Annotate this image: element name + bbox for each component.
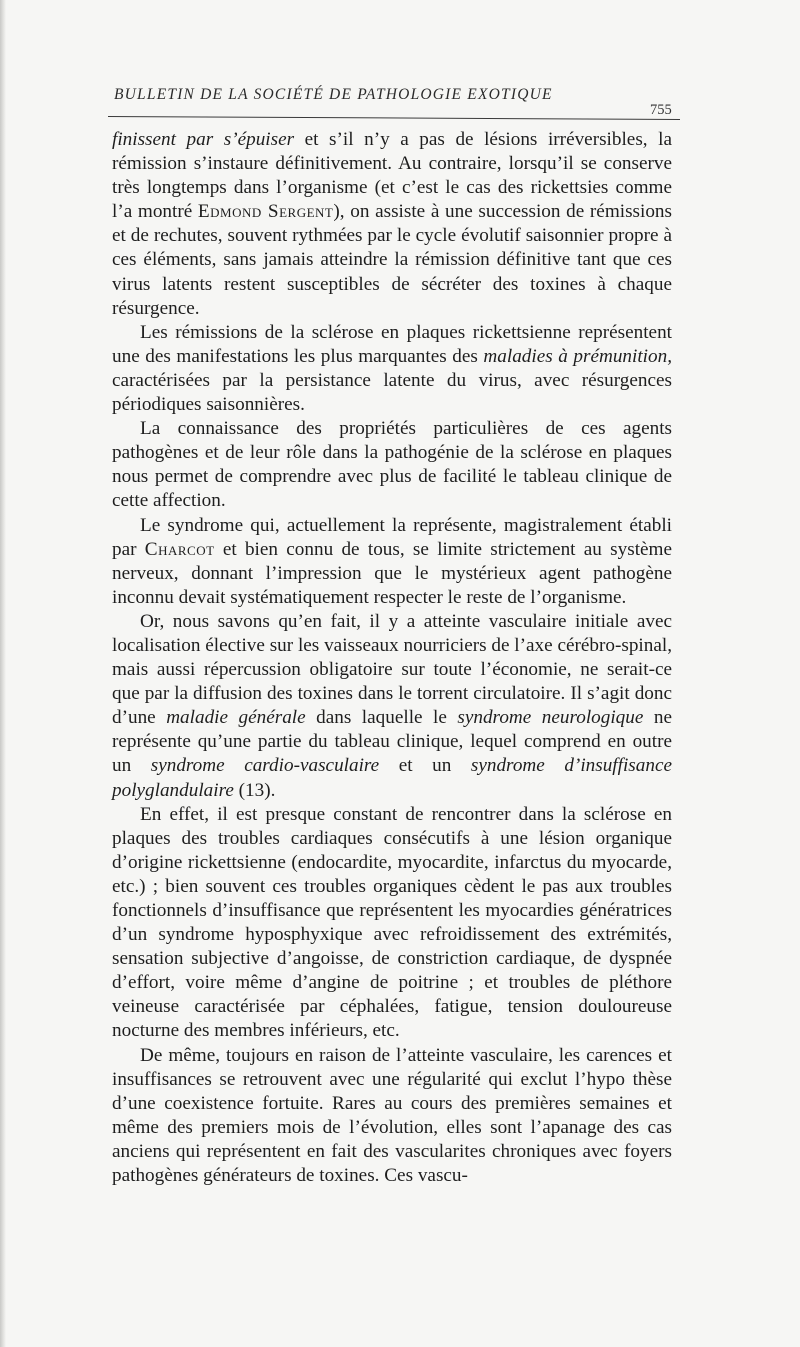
text-run: Les rémissions de la sclérose en plaques rickettsienne représentent une des manifestations les plus marquantes des <box>112 321 672 367</box>
body-text <box>112 128 672 1188</box>
text-run: En effet, il est presque constant de rencontrer dans la sclérose en plaques des troubles cardiaques consécutifs à une lésion organique d’origine rickettsienne (endocardite, myocardite, infarctus du myocarde, etc.) ; bien souvent ces troubles organiques cèdent le pas aux troubles fonctionnels d’insuffisance que représentent les myocardies génératrices d’un syndrome hyposphyxique avec refroidissement des extrémités, sensation subjective d’angoisse, de constriction cardiaque, de dyspnée d’effort, voire même d’angine de poitrine ; et troubles de pléthore veineuse caractérisée par céphalées, fatigue, tension douloureuse nocturne des membres inférieurs, etc. <box>112 803 672 1042</box>
italic-text: syndrome d’insuffisance polyglandulaire <box>112 755 672 801</box>
text-run: caractérisées par la persistance latente du virus, avec résurgences périodiques saisonnières. <box>112 369 672 416</box>
text-run: et s’il n’y a pas de lésions irréversibles, la rémission s’instaure définitivement. Au contraire, lorsqu’il se conserve très longtemps dans l’organisme (et c’est le cas des rickettsies comme l’a montré <box>112 129 672 223</box>
header-rule <box>108 116 680 120</box>
italic-text: maladie générale <box>166 707 306 729</box>
text-run: (13). <box>233 779 276 801</box>
paragraph-6 <box>112 803 672 1044</box>
text-run: Le syndrome qui, actuellement la représente, magistralement établi par <box>112 514 672 560</box>
paragraph-5 <box>112 610 672 803</box>
running-title: BULLETIN DE LA SOCIÉTÉ DE PATHOLOGIE EXOTIQUE <box>114 86 553 103</box>
italic-text: syndrome cardio-vasculaire <box>150 755 380 777</box>
text-run: et bien connu de tous, se limite strictement au système nerveux, donnant l’impression que le mystérieux agent pathogène inconnu devait systématiquement respecter le reste de l’organisme. <box>112 538 673 608</box>
author-name: Edmond Sergent <box>197 201 334 223</box>
text-run: De même, toujours en raison de l’atteinte vasculaire, les carences et insuffisances se retrouvent avec une régularité qui exclut l’hypo thèse d’une coexistence fortuite. Rares au cours des premières semaines et même des premiers mois de l’évolution, elles sont l’apanage des cas anciens qui représentent en fait des vascularites chroniques avec foyers pathogènes générateurs de toxines. Ces vascu- <box>112 1044 672 1187</box>
paragraph-3 <box>112 417 672 513</box>
author-name: Charcot <box>144 538 215 560</box>
paragraph-2 <box>112 321 672 417</box>
text-run: dans laquelle le <box>305 707 458 729</box>
italic-text: finissent par s’épuiser <box>112 129 295 150</box>
paragraph-1 <box>112 128 672 321</box>
page-edge <box>0 0 6 1347</box>
italic-text: syndrome neurologique <box>457 707 644 729</box>
page-number: 755 <box>650 102 672 118</box>
text-run: ne représente qu’une partie du tableau clinique, lequel comprend en outre un <box>112 707 672 777</box>
paragraph-4 <box>112 514 672 610</box>
paragraph-7 <box>112 1044 672 1189</box>
text-run: et un <box>379 755 471 777</box>
text-run: Or, nous savons qu’en fait, il y a atteinte vasculaire initiale avec localisation élective sur les vaisseaux nourriciers de l’axe cérébro-spinal, mais aussi répercussion obligatoire sur toute l’économie, ne serait-ce que par la diffusion des toxines dans le torrent circulatoire. Il s’agit donc d’une <box>112 610 672 729</box>
text-run: La connaissance des propriétés particulières de ces agents pathogènes et de leur rôle dans la pathogénie de la sclérose en plaques nous permet de comprendre avec plus de facilité le tableau clinique de cette affection. <box>112 418 672 512</box>
text-run: ), on assiste à une succession de rémissions et de rechutes, souvent rythmées par le cycle évolutif saisonnier propre à ces éléments, sans jamais atteindre la rémission définitive tant que ces virus latents restent susceptibles de sécréter des toxines à chaque résurgence. <box>112 201 672 319</box>
italic-text: maladies à prémunition, <box>483 345 672 367</box>
